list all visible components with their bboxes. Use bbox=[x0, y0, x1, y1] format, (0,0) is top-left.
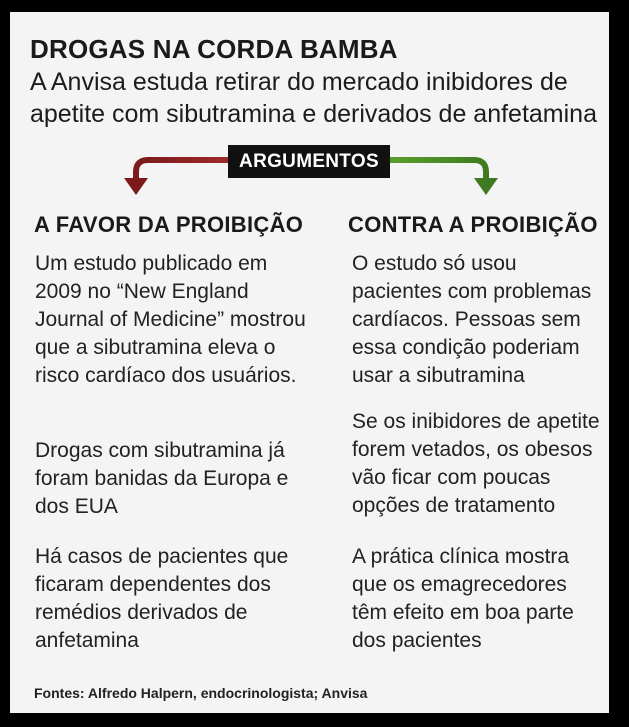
infographic-panel bbox=[10, 12, 609, 713]
against-ban-heading: CONTRA A PROIBIÇÃO bbox=[348, 212, 598, 237]
infographic-subtitle: A Anvisa estuda retirar do mercado inibidores de apetite com sibutramina e derivados de anfetamina bbox=[30, 68, 597, 128]
pro-ban-argument: Um estudo publicado em 2009 no “New England Journal of Medicine” mostrou que a sibutramina eleva o risco cardíaco dos usuários. bbox=[35, 252, 306, 387]
source-credit: Fontes: Alfredo Halpern, endocrinologista; Anvisa bbox=[34, 685, 368, 701]
against-ban-argument: A prática clínica mostra que os emagrecedores têm efeito em boa parte dos pacientes bbox=[352, 545, 574, 652]
pro-ban-argument: Drogas com sibutramina já foram banidas da Europa e dos EUA bbox=[35, 439, 289, 518]
arguments-badge: ARGUMENTOS bbox=[228, 145, 390, 178]
arguments-arrows bbox=[10, 12, 609, 212]
pro-ban-heading: A FAVOR DA PROIBIÇÃO bbox=[34, 212, 304, 237]
against-ban-argument: O estudo só usou pacientes com problemas cardíacos. Pessoas sem essa condição poderiam usar a sibutramina bbox=[352, 252, 592, 387]
against-ban-argument: Se os inibidores de apetite forem vetados, os obesos vão ficar com poucas opções de tratamento bbox=[352, 410, 600, 517]
left-arrow-icon bbox=[124, 160, 230, 195]
right-arrow-icon bbox=[388, 160, 498, 195]
pro-ban-argument: Há casos de pacientes que ficaram dependentes dos remédios derivados de anfetamina bbox=[35, 545, 289, 652]
infographic-title: DROGAS NA CORDA BAMBA bbox=[30, 34, 398, 64]
